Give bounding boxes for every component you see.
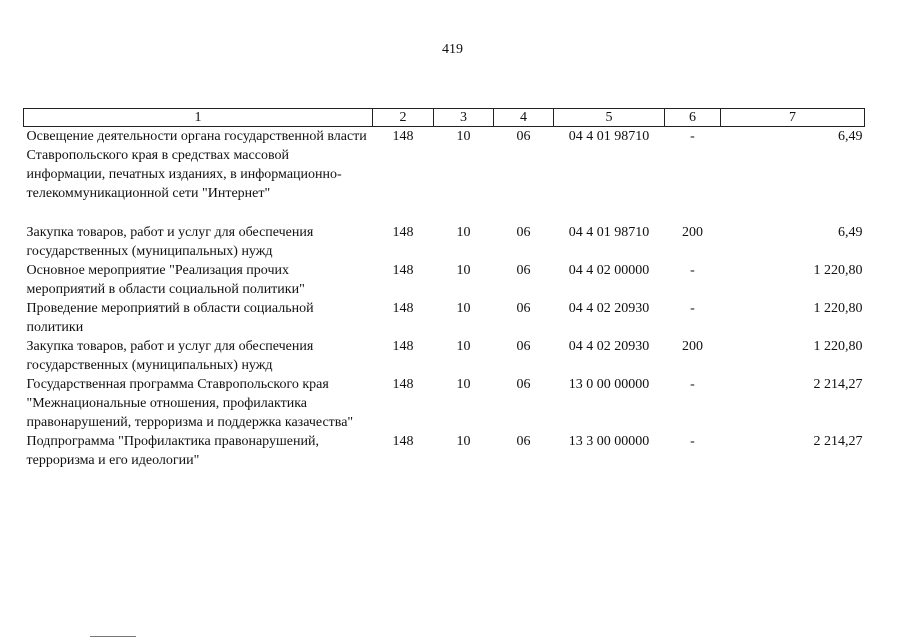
table-row	[24, 432, 865, 470]
row-col-3: 10	[456, 301, 471, 316]
header-col-6: 6	[665, 109, 721, 127]
row-col-6: 200	[682, 339, 703, 354]
row-col-3: 10	[456, 129, 471, 144]
row-col-2: 148	[392, 263, 414, 278]
table-row	[24, 261, 865, 299]
row-amount: 1 220,80	[813, 339, 863, 354]
row-col-3: 10	[456, 263, 471, 278]
row-amount: 6,49	[838, 129, 863, 144]
table-row	[24, 299, 865, 337]
row-col-4: 06	[516, 129, 531, 144]
row-col-5: 04 4 02 00000	[568, 263, 650, 278]
header-col-2: 2	[373, 109, 434, 127]
row-name: Основное мероприятие "Реализация прочих мероприятий в области социальной политики"	[26, 263, 305, 297]
row-col-5: 04 4 01 98710	[568, 129, 650, 144]
row-col-2: 148	[392, 225, 414, 240]
row-amount: 6,49	[838, 225, 863, 240]
header-col-7: 7	[721, 109, 865, 127]
row-col-5: 04 4 02 20930	[568, 339, 650, 354]
row-col-2: 148	[392, 129, 414, 144]
row-spacer	[24, 203, 865, 223]
table-row	[24, 127, 865, 204]
header-col-3: 3	[434, 109, 494, 127]
header-col-4: 4	[494, 109, 554, 127]
row-col-3: 10	[456, 434, 471, 449]
row-name: Подпрограмма "Профилактика правонарушений, терроризма и его идеологии"	[26, 434, 319, 468]
row-col-3: 10	[456, 225, 471, 240]
page-number: 419	[442, 42, 463, 57]
row-col-5: 13 0 00 00000	[568, 377, 650, 392]
row-amount: 2 214,27	[813, 434, 863, 449]
row-col-2: 148	[392, 301, 414, 316]
row-col-4: 06	[516, 377, 531, 392]
row-col-6: -	[690, 129, 695, 144]
row-name: Закупка товаров, работ и услуг для обеспечения государственных (муниципальных) нужд	[26, 339, 314, 373]
row-name: Государственная программа Ставропольского края "Межнациональные отношения, профилактика правонарушений, терроризма и поддержка казачества"	[26, 377, 354, 430]
header-col-1: 1	[24, 109, 373, 127]
row-col-6: -	[690, 263, 695, 278]
row-name: Проведение мероприятий в области социальной политики	[26, 301, 314, 335]
table-row	[24, 223, 865, 261]
table-row	[24, 375, 865, 432]
row-col-2: 148	[392, 377, 414, 392]
row-col-4: 06	[516, 225, 531, 240]
scan-mark	[90, 636, 136, 637]
row-col-4: 06	[516, 301, 531, 316]
row-col-3: 10	[456, 377, 471, 392]
row-col-2: 148	[392, 434, 414, 449]
row-col-3: 10	[456, 339, 471, 354]
row-amount: 2 214,27	[813, 377, 863, 392]
row-name: Освещение деятельности органа государственной власти Ставропольского края в средствах массовой информации, печатных изданиях, в информационно-телекоммуникационной сети "Интернет"	[26, 129, 367, 201]
row-col-6: -	[690, 301, 695, 316]
row-col-2: 148	[392, 339, 414, 354]
row-col-5: 04 4 02 20930	[568, 301, 650, 316]
header-col-5: 5	[554, 109, 665, 127]
row-col-6: 200	[682, 225, 703, 240]
row-amount: 1 220,80	[813, 301, 863, 316]
row-col-4: 06	[516, 263, 531, 278]
table-row	[24, 337, 865, 375]
budget-table	[23, 108, 865, 470]
row-col-4: 06	[516, 339, 531, 354]
row-col-4: 06	[516, 434, 531, 449]
row-col-6: -	[690, 377, 695, 392]
row-col-5: 13 3 00 00000	[568, 434, 650, 449]
row-amount: 1 220,80	[813, 263, 863, 278]
row-name: Закупка товаров, работ и услуг для обеспечения государственных (муниципальных) нужд	[26, 225, 314, 259]
row-col-6: -	[690, 434, 695, 449]
row-col-5: 04 4 01 98710	[568, 225, 650, 240]
header-row	[24, 109, 865, 127]
